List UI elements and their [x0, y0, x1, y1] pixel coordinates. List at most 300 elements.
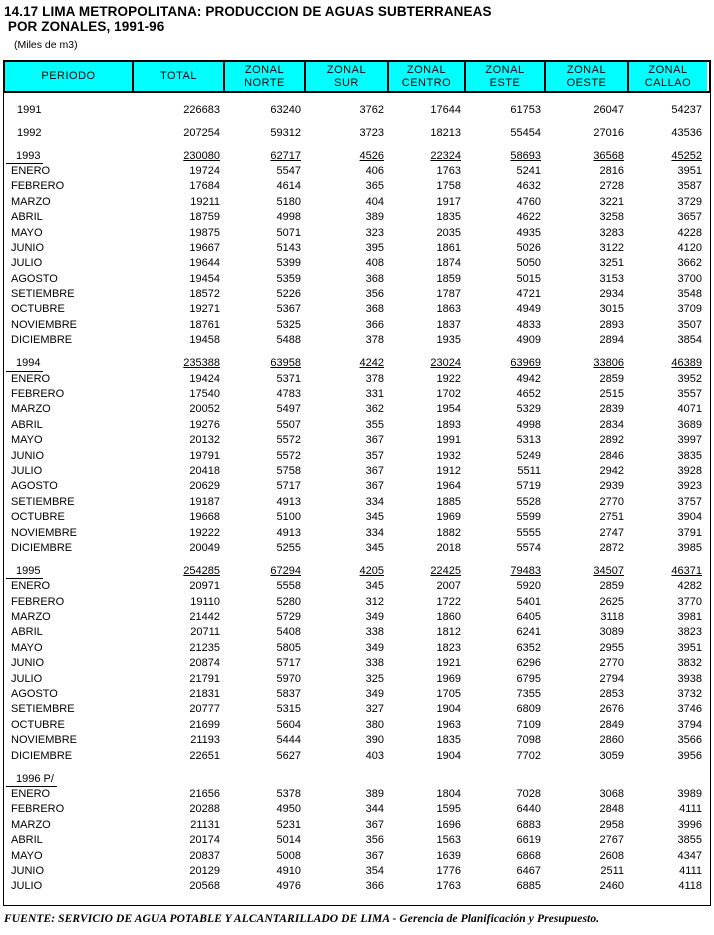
cell-value: 4118	[678, 880, 702, 893]
row-label	[4, 718, 135, 733]
cell-value: 21699	[189, 718, 220, 731]
cell-value: 4949	[516, 303, 541, 316]
cell-value: 5511	[517, 464, 541, 477]
cell-value: 4632	[516, 180, 541, 193]
cell-value: 3068	[599, 787, 624, 800]
row-label-text: 1991	[17, 103, 42, 116]
cell-value: 3221	[599, 195, 624, 208]
cell-value: 5970	[276, 672, 301, 685]
row-label	[4, 595, 135, 610]
table-row	[4, 672, 710, 687]
table-row	[4, 287, 710, 302]
cell-value: 4242	[359, 357, 384, 370]
cell-value: 3507	[677, 318, 702, 331]
cell-value: 5241	[516, 164, 541, 177]
cell-value: 19667	[189, 241, 220, 254]
cell-value: 4998	[276, 211, 301, 224]
row-label	[4, 564, 135, 579]
cell-value: 17684	[189, 180, 220, 193]
cell-value: 4282	[677, 580, 702, 593]
row-label-text: JULIO	[11, 672, 43, 685]
cell-value: 7028	[516, 787, 541, 800]
cell-value: 5805	[276, 641, 301, 654]
cell-value: 3951	[677, 164, 702, 177]
cell-value: 5401	[516, 595, 541, 608]
cell-value: 19458	[189, 334, 220, 347]
table-row	[4, 749, 710, 764]
cell-value: 20971	[189, 580, 220, 593]
cell-value: 5627	[276, 749, 301, 762]
column-header-label: CALLAO	[644, 76, 692, 89]
cell-value: 1874	[436, 257, 461, 270]
cell-value: 2816	[599, 164, 624, 177]
cell-value: 4347	[677, 849, 702, 862]
cell-value: 2767	[599, 834, 624, 847]
row-label	[4, 579, 135, 594]
cell-value: 20837	[189, 849, 220, 862]
cell-value: 2894	[599, 334, 624, 347]
cell-value: 20874	[189, 657, 220, 670]
cell-value: 21791	[189, 672, 220, 685]
cell-value: 367	[365, 849, 384, 862]
cell-value: 5444	[276, 734, 301, 747]
row-label-text: MARZO	[11, 195, 51, 208]
cell-value: 3283	[599, 226, 624, 239]
row-label-text: ENERO	[11, 787, 51, 800]
row-label-text: JUNIO	[11, 657, 44, 670]
cell-value: 1763	[436, 164, 461, 177]
row-label-text: JULIO	[11, 464, 43, 477]
row-label	[4, 210, 135, 225]
row-label	[4, 287, 135, 302]
cell-value: 1904	[436, 749, 461, 762]
table-row	[4, 702, 710, 717]
row-label-text: AGOSTO	[11, 688, 58, 701]
table-row	[4, 849, 710, 864]
cell-value: 4913	[276, 495, 301, 508]
cell-value: 4910	[276, 864, 301, 877]
cell-value: 5315	[276, 703, 301, 716]
cell-value: 406	[365, 164, 384, 177]
column-header-label: SUR	[334, 76, 359, 89]
cell-value: 5180	[276, 195, 301, 208]
cell-value: 1912	[436, 464, 461, 477]
cell-value: 3923	[677, 480, 702, 493]
cell-value: 4111	[679, 803, 702, 816]
cell-value: 2939	[599, 480, 624, 493]
cell-value: 5572	[276, 434, 301, 447]
cell-value: 5558	[276, 580, 301, 593]
cell-value: 20129	[189, 864, 220, 877]
table-row	[4, 787, 710, 802]
cell-value: 5920	[516, 580, 541, 593]
cell-value: 367	[365, 818, 384, 831]
cell-value: 6467	[516, 864, 541, 877]
cell-value: 18213	[430, 126, 461, 139]
data-table	[3, 60, 711, 906]
table-row	[4, 564, 710, 579]
table-row	[4, 126, 710, 141]
cell-value: 7098	[516, 734, 541, 747]
cell-value: 345	[365, 580, 384, 593]
cell-value: 365	[365, 180, 384, 193]
cell-value: 1882	[436, 526, 461, 539]
row-label	[4, 702, 135, 717]
cell-value: 5371	[276, 372, 301, 385]
cell-value: 21131	[190, 818, 220, 831]
row-label-text: AGOSTO	[11, 272, 58, 285]
table-row	[4, 195, 710, 210]
cell-value: 4935	[516, 226, 541, 239]
row-label-text: MAYO	[11, 849, 43, 862]
page-title-line1: 14.17 LIMA METROPOLITANA: PRODUCCION DE AGUAS SUBTERRANEAS	[4, 4, 492, 19]
table-row	[4, 579, 710, 594]
cell-value: 19276	[189, 418, 220, 431]
cell-value: 36568	[593, 149, 624, 162]
cell-value: 3832	[677, 657, 702, 670]
cell-value: 5249	[516, 449, 541, 462]
cell-value: 3835	[677, 449, 702, 462]
cell-value: 1921	[436, 657, 461, 670]
cell-value: 6440	[516, 803, 541, 816]
cell-value: 1595	[436, 803, 461, 816]
row-label-text: JUNIO	[11, 241, 44, 254]
row-label	[4, 449, 135, 464]
table-row	[4, 641, 710, 656]
table-row	[4, 103, 710, 118]
cell-value: 5226	[276, 288, 301, 301]
column-header-norte	[225, 62, 306, 91]
table-header	[3, 60, 711, 93]
column-header-label: NORTE	[244, 76, 285, 89]
cell-value: 356	[365, 288, 384, 301]
row-label	[4, 879, 135, 894]
row-label-text: FEBRERO	[11, 180, 65, 193]
cell-value: 21193	[190, 734, 220, 747]
row-label-text: SETIEMBRE	[11, 288, 75, 301]
cell-value: 23024	[430, 357, 461, 370]
cell-value: 334	[365, 495, 384, 508]
cell-value: 4205	[359, 564, 384, 577]
cell-value	[390, 772, 467, 787]
cell-value: 4614	[276, 180, 301, 193]
cell-value: 20288	[189, 803, 220, 816]
cell-value: 368	[365, 272, 384, 285]
row-label	[4, 787, 135, 802]
cell-value: 1932	[436, 449, 461, 462]
cell-value: 3791	[677, 526, 702, 539]
cell-value: 1696	[436, 818, 461, 831]
cell-value: 4721	[516, 288, 541, 301]
cell-value: 18572	[189, 288, 220, 301]
cell-value: 2892	[599, 434, 624, 447]
cell-value: 18759	[189, 211, 220, 224]
row-label-text: FEBRERO	[11, 388, 65, 401]
cell-value: 1893	[436, 418, 461, 431]
row-label-text: 1996 P/	[6, 772, 57, 787]
cell-value: 3089	[599, 626, 624, 639]
cell-value: 2872	[599, 541, 624, 554]
cell-value: 45252	[671, 149, 702, 162]
cell-value: 7702	[516, 749, 541, 762]
cell-value: 19791	[189, 449, 220, 462]
cell-value: 1963	[436, 718, 461, 731]
cell-value: 4071	[677, 403, 702, 416]
table-row	[4, 864, 710, 879]
cell-value: 2859	[599, 372, 624, 385]
cell-value: 5399	[276, 257, 301, 270]
cell-value: 207254	[183, 126, 220, 139]
cell-value: 4783	[276, 388, 301, 401]
cell-value: 3823	[677, 626, 702, 639]
cell-value: 20777	[189, 703, 220, 716]
table-row	[4, 656, 710, 671]
cell-value: 3938	[677, 672, 702, 685]
row-label-text: MARZO	[11, 403, 51, 416]
row-label-text: SETIEMBRE	[11, 703, 75, 716]
column-header-callao	[629, 62, 707, 91]
cell-value: 5729	[276, 611, 301, 624]
row-label-text: OCTUBRE	[11, 303, 65, 316]
cell-value: 226683	[183, 103, 220, 116]
row-label-text: 1992	[17, 126, 42, 139]
cell-value: 20568	[189, 880, 220, 893]
cell-value: 20629	[189, 480, 220, 493]
cell-value: 3996	[677, 818, 702, 831]
row-label	[4, 541, 135, 556]
table-row	[4, 479, 710, 494]
cell-value: 5100	[276, 511, 301, 524]
cell-value: 3251	[599, 257, 624, 270]
row-label-text: MARZO	[11, 611, 51, 624]
cell-value: 5717	[276, 657, 301, 670]
cell-value: 59312	[270, 126, 301, 139]
cell-value: 3015	[599, 303, 624, 316]
column-header-label: CENTRO	[401, 76, 452, 89]
cell-value: 389	[365, 211, 384, 224]
cell-value: 2846	[599, 449, 624, 462]
row-label	[4, 625, 135, 640]
cell-value: 1863	[436, 303, 461, 316]
cell-value: 20132	[189, 434, 220, 447]
cell-value: 6241	[516, 626, 541, 639]
column-header-este	[466, 62, 546, 91]
cell-value: 5050	[516, 257, 541, 270]
row-label-text: ENERO	[11, 580, 51, 593]
cell-value: 20049	[189, 541, 220, 554]
cell-value: 2839	[599, 403, 624, 416]
cell-value: 5528	[516, 495, 541, 508]
cell-value: 62717	[270, 149, 301, 162]
cell-value: 2770	[599, 657, 624, 670]
cell-value: 367	[365, 434, 384, 447]
cell-value: 1804	[436, 787, 461, 800]
cell-value	[547, 772, 630, 787]
cell-value: 356	[365, 834, 384, 847]
cell-value: 20711	[190, 626, 220, 639]
table-row	[4, 625, 710, 640]
cell-value: 1835	[436, 734, 461, 747]
row-label	[4, 318, 135, 333]
row-label	[4, 356, 135, 371]
cell-value: 27016	[593, 126, 624, 139]
cell-value: 3981	[677, 611, 702, 624]
row-label-text: AGOSTO	[11, 480, 58, 493]
cell-value: 3770	[677, 595, 702, 608]
cell-value: 19211	[190, 195, 220, 208]
cell-value: 63240	[270, 103, 301, 116]
cell-value: 21235	[189, 641, 220, 654]
row-label	[4, 256, 135, 271]
cell-value: 5507	[276, 418, 301, 431]
row-label	[4, 733, 135, 748]
cell-value: 2728	[599, 180, 624, 193]
cell-value: 6619	[516, 834, 541, 847]
row-label-text: OCTUBRE	[11, 511, 65, 524]
row-label	[4, 372, 135, 387]
table-row	[4, 372, 710, 387]
cell-value: 5008	[276, 849, 301, 862]
cell-value: 2849	[599, 718, 624, 731]
cell-value: 4998	[516, 418, 541, 431]
cell-value: 5015	[516, 272, 541, 285]
cell-value: 5280	[276, 595, 301, 608]
cell-value	[467, 772, 547, 787]
row-label	[4, 418, 135, 433]
cell-value: 345	[365, 541, 384, 554]
table-row	[4, 687, 710, 702]
cell-value: 6883	[516, 818, 541, 831]
row-label-text: ABRIL	[11, 626, 43, 639]
cell-value: 1917	[436, 195, 461, 208]
cell-value: 5717	[276, 480, 301, 493]
cell-value: 19724	[189, 164, 220, 177]
cell-value: 3258	[599, 211, 624, 224]
row-label	[4, 126, 135, 141]
cell-value: 5325	[276, 318, 301, 331]
cell-value: 46371	[671, 564, 702, 577]
cell-value: 4111	[679, 864, 702, 877]
cell-value: 1812	[436, 626, 461, 639]
cell-value: 17644	[430, 103, 461, 116]
cell-value: 5719	[516, 480, 541, 493]
cell-value: 2608	[599, 849, 624, 862]
cell-value: 20052	[189, 403, 220, 416]
row-label-text: FEBRERO	[11, 803, 65, 816]
cell-value: 19110	[190, 595, 220, 608]
cell-value: 19454	[189, 272, 220, 285]
cell-value: 4760	[516, 195, 541, 208]
cell-value: 1787	[436, 288, 461, 301]
cell-value: 404	[365, 195, 384, 208]
cell-value: 3985	[677, 541, 702, 554]
row-label	[4, 302, 135, 317]
cell-value: 3794	[677, 718, 702, 731]
cell-value: 46389	[671, 357, 702, 370]
table-row	[4, 718, 710, 733]
row-label	[4, 387, 135, 402]
row-label	[4, 333, 135, 348]
column-header-periodo	[5, 62, 134, 91]
cell-value: 3854	[677, 334, 702, 347]
cell-value: 5014	[276, 834, 301, 847]
column-header-label: ZONAL	[485, 63, 525, 76]
cell-value: 1954	[436, 403, 461, 416]
cell-value: 5555	[516, 526, 541, 539]
cell-value: 4526	[359, 149, 384, 162]
row-label	[4, 833, 135, 848]
cell-value: 4833	[516, 318, 541, 331]
table-row	[4, 772, 710, 787]
cell-value: 3700	[677, 272, 702, 285]
cell-value: 2934	[599, 288, 624, 301]
table-row	[4, 333, 710, 348]
cell-value: 3732	[677, 688, 702, 701]
cell-value: 6296	[516, 657, 541, 670]
cell-value: 1835	[436, 211, 461, 224]
cell-value: 4120	[677, 241, 702, 254]
cell-value: 7355	[516, 688, 541, 701]
cell-value: 79483	[510, 564, 541, 577]
row-label-text: DICIEMBRE	[11, 334, 73, 347]
cell-value: 368	[365, 303, 384, 316]
table-row	[4, 464, 710, 479]
row-label-text: JUNIO	[11, 449, 44, 462]
cell-value: 17540	[189, 388, 220, 401]
cell-value: 2860	[599, 734, 624, 747]
cell-value: 5758	[276, 464, 301, 477]
cell-value: 345	[365, 511, 384, 524]
cell-value: 1722	[436, 595, 461, 608]
cell-value: 3689	[677, 418, 702, 431]
row-label-text: DICIEMBRE	[11, 749, 73, 762]
cell-value: 3153	[599, 272, 624, 285]
table-row	[4, 510, 710, 525]
cell-value: 1861	[436, 241, 461, 254]
cell-value: 3122	[599, 241, 624, 254]
cell-value: 3709	[677, 303, 702, 316]
cell-value: 349	[365, 611, 384, 624]
cell-value: 34507	[593, 564, 624, 577]
table-row	[4, 241, 710, 256]
row-label	[4, 526, 135, 541]
cell-value: 1763	[436, 880, 461, 893]
cell-value: 1904	[436, 703, 461, 716]
column-header-label: PERIODO	[41, 70, 96, 82]
row-label-text: MAYO	[11, 226, 43, 239]
cell-value: 325	[365, 672, 384, 685]
cell-value: 5488	[276, 334, 301, 347]
row-label	[4, 433, 135, 448]
cell-value	[630, 772, 708, 787]
table-row	[4, 449, 710, 464]
table-row	[4, 356, 710, 371]
cell-value: 5574	[516, 541, 541, 554]
cell-value: 2460	[599, 880, 624, 893]
row-label-text: ABRIL	[11, 834, 43, 847]
row-label-text: ABRIL	[11, 418, 43, 431]
row-label-text: ENERO	[11, 164, 51, 177]
cell-value: 3904	[677, 511, 702, 524]
cell-value: 230080	[183, 149, 220, 162]
cell-value: 2515	[599, 388, 624, 401]
table-row	[4, 595, 710, 610]
cell-value: 3928	[677, 464, 702, 477]
cell-value: 3956	[677, 749, 702, 762]
cell-value: 3951	[677, 641, 702, 654]
table-row	[4, 318, 710, 333]
cell-value: 2794	[599, 672, 624, 685]
